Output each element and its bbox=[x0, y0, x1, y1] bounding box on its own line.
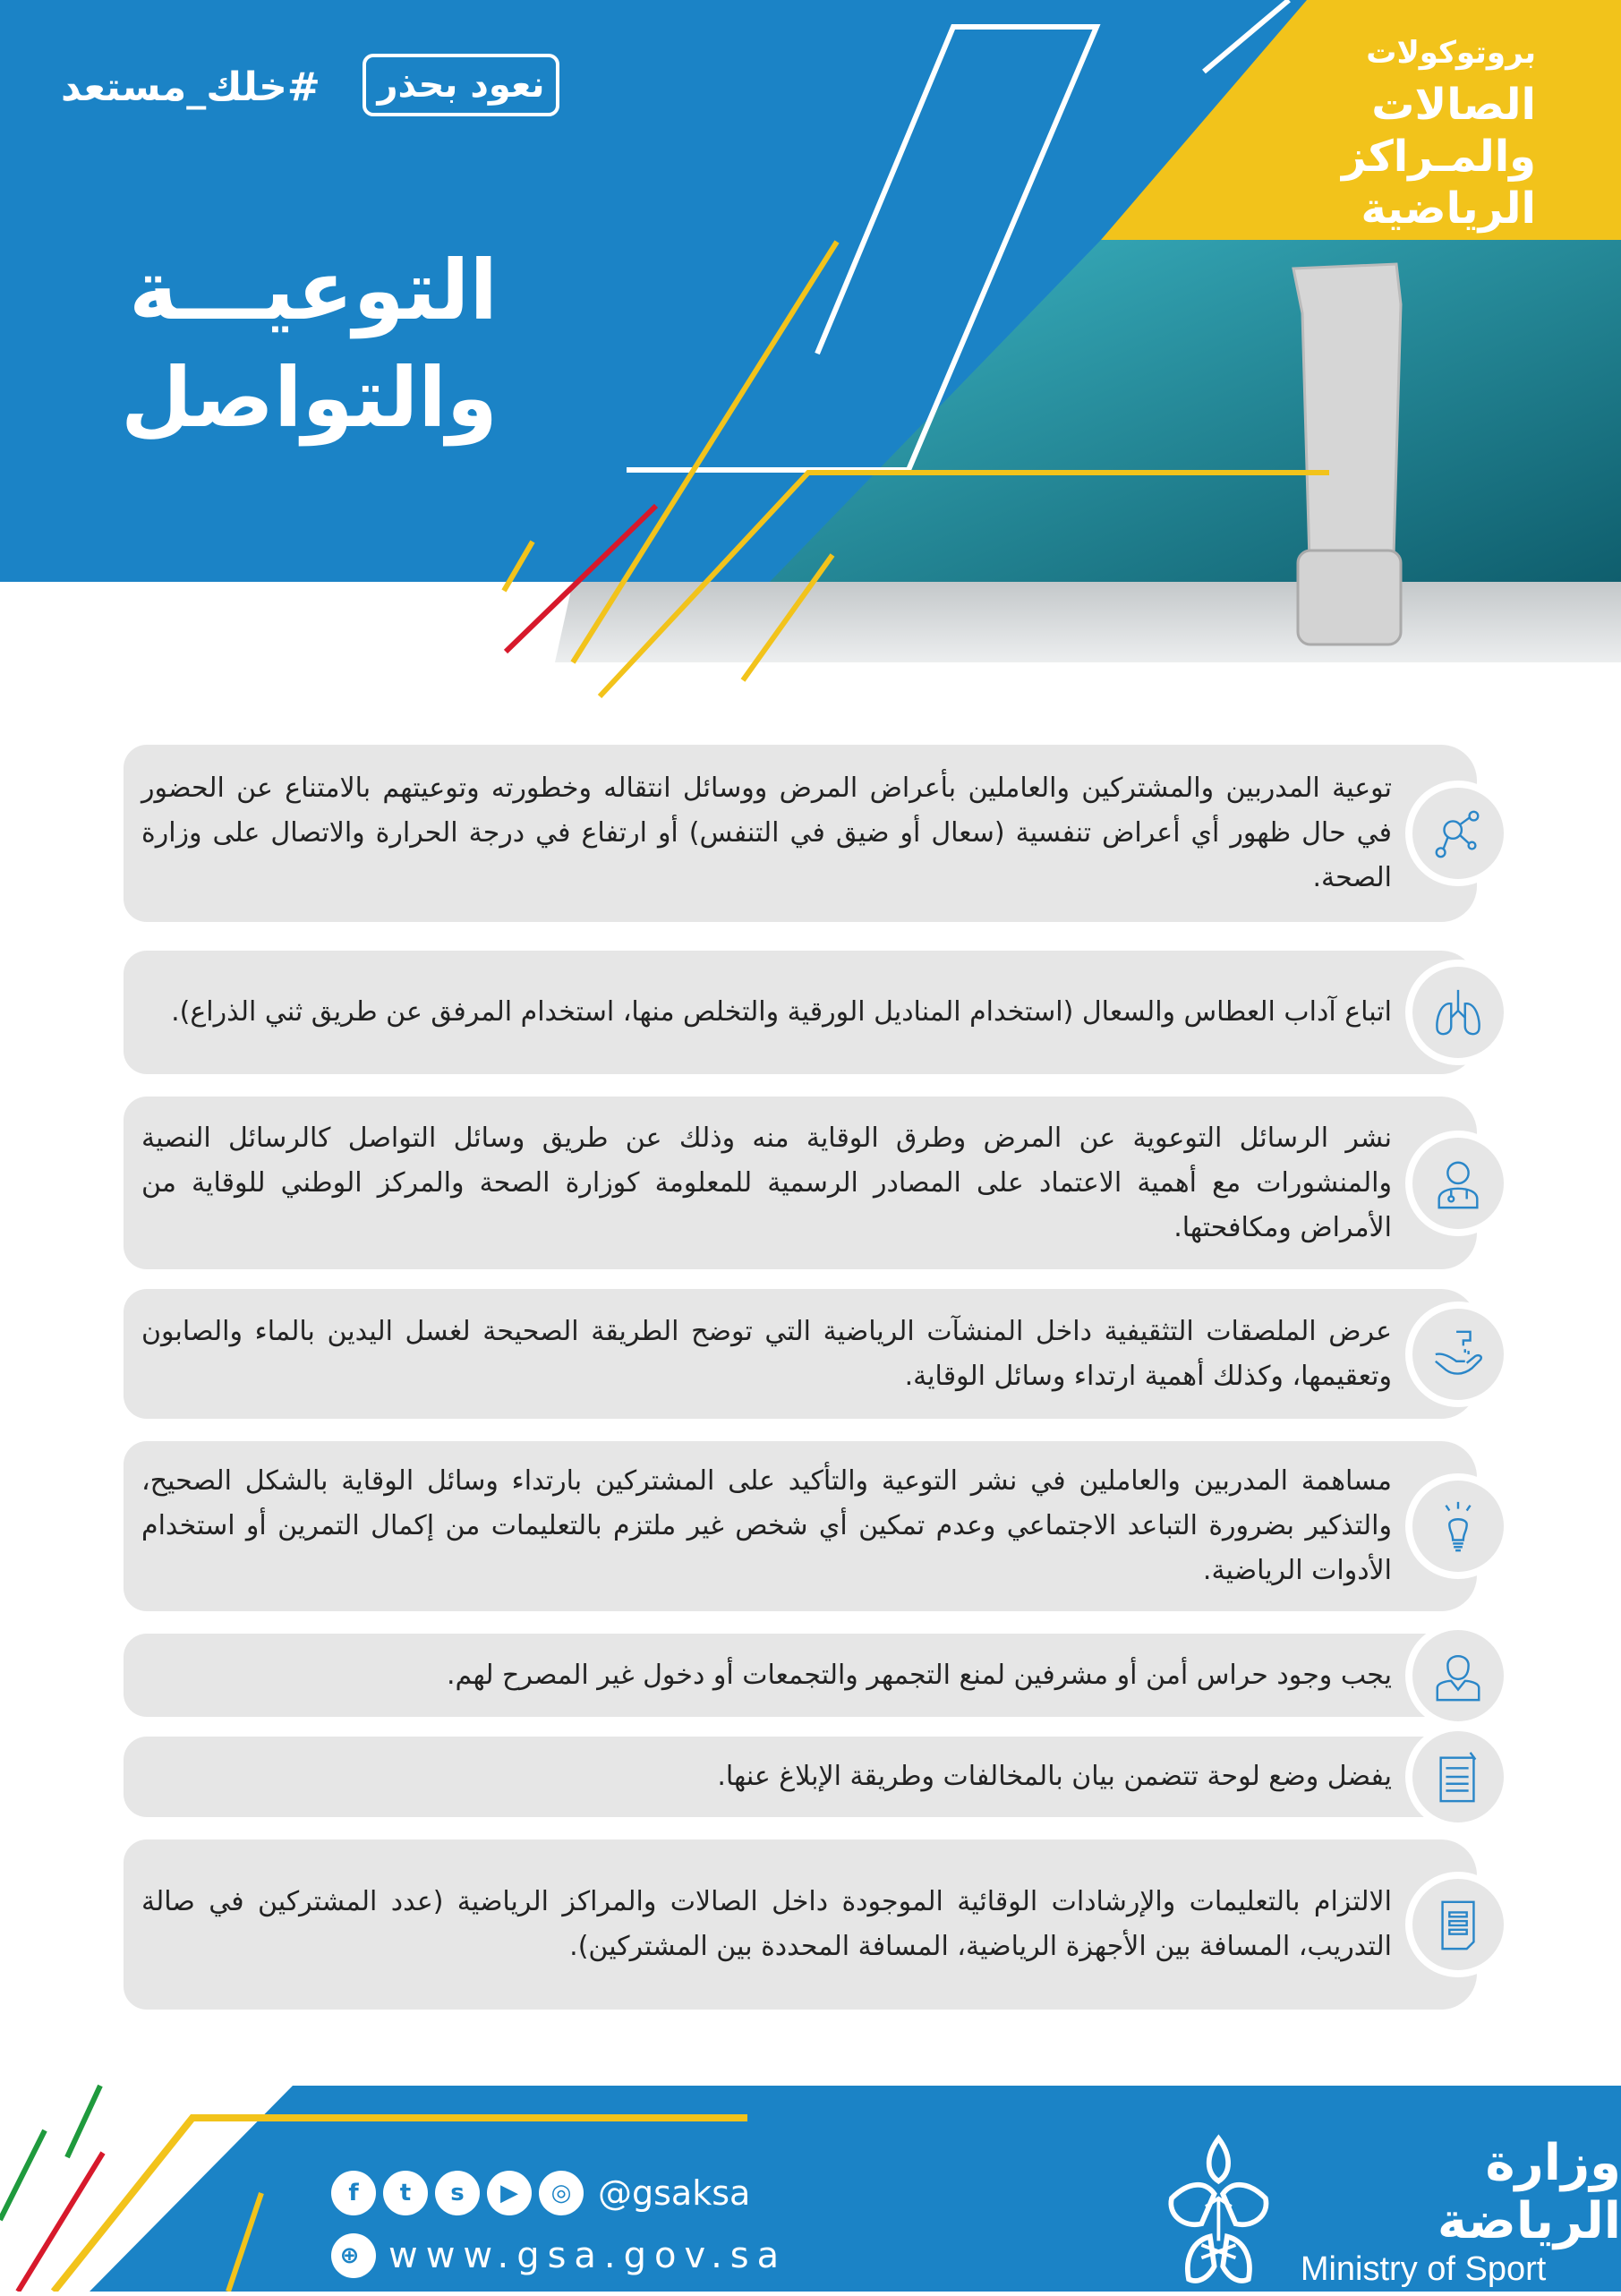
notice-board-icon bbox=[1405, 1724, 1511, 1830]
list-item bbox=[124, 1634, 1477, 1717]
ministry-name-en: Ministry of Sport bbox=[1300, 2249, 1547, 2288]
page-title-line: التوعيـــة bbox=[129, 243, 498, 338]
twitter-icon[interactable]: t bbox=[383, 2171, 428, 2215]
item-text: توعية المدربين والمشتركين والعاملين بأعراض المرض ووسائل انتقاله وخطورته وتوعيتهم بالامتناع عن الحضور في حال ظهور أي أعراض تنفسية (سعال أو ضيق في التنفس) أو ارتفاع في درجة الحرارة والاتصال على وزارة الصحة. bbox=[141, 772, 1392, 893]
social-handle[interactable]: @gsaksa bbox=[598, 2173, 751, 2213]
youtube-icon[interactable]: ▶ bbox=[487, 2171, 532, 2215]
document-icon bbox=[1405, 1872, 1511, 1977]
list-item bbox=[124, 1737, 1477, 1817]
item-text: يجب وجود حراس أمن أو مشرفين لمنع التجمهر والتجمعات أو دخول غير المصرح لهم. bbox=[446, 1659, 1392, 1691]
item-text: اتباع آداب العطاس والسعال (استخدام المناديل الورقية والتخلص منها، استخدام المرفق عن طريق ثني الذراع). bbox=[171, 996, 1392, 1028]
exclamation-mark-image bbox=[1293, 264, 1401, 644]
lungs-icon bbox=[1405, 960, 1511, 1065]
list-item bbox=[124, 1441, 1477, 1611]
ministry-name-ar: وزارة الرياضة bbox=[1437, 2133, 1621, 2250]
instagram-icon[interactable]: ◎ bbox=[539, 2171, 584, 2215]
protocol-title-line: والمـراكز bbox=[1342, 132, 1536, 182]
snapchat-icon[interactable]: s bbox=[435, 2171, 480, 2215]
protocol-title-line: بروتوكولات bbox=[1366, 35, 1536, 71]
protocol-title bbox=[1321, 27, 1536, 235]
item-text: نشر الرسائل التوعوية عن المرض وطرق الوقاية منه وذلك عن طريق وسائل التواصل كالرسائل النصية والمنشورات مع أهمية الاعتماد على المصادر الرسمية للمعلومة كوزارة الصحة والمركز الوطني للوقاية من الأمراض ومكافحتها. bbox=[141, 1122, 1392, 1243]
globe-icon: ⊕ bbox=[331, 2233, 376, 2278]
network-icon bbox=[1405, 781, 1511, 886]
list-item bbox=[124, 1839, 1477, 2010]
list-item bbox=[124, 1097, 1477, 1269]
social-links bbox=[331, 2171, 750, 2215]
ministry-emblem-icon bbox=[1155, 2126, 1283, 2296]
ministry-logo bbox=[1155, 2126, 1621, 2296]
protocol-title-line: الصالات bbox=[1371, 80, 1536, 130]
item-text: الالتزام بالتعليمات والإرشادات الوقائية الموجودة داخل الصالات والمراكز الرياضية (عدد المشتركين في صالة التدريب، المسافة بين الأجهزة الرياضية، المسافة المحددة بين المشتركين). bbox=[141, 1886, 1392, 1962]
campaign-badge: نعود بحذر bbox=[363, 54, 559, 116]
lightbulb-icon bbox=[1405, 1473, 1511, 1579]
guard-icon bbox=[1405, 1623, 1511, 1728]
page-title bbox=[121, 237, 498, 452]
list-item bbox=[124, 1289, 1477, 1419]
list-item bbox=[124, 745, 1477, 922]
item-text: عرض الملصقات التثقيفية داخل المنشآت الرياضية التي توضح الطريقة الصحيحة لغسل اليدين بالماء والصابون وتعقيمها، وكذلك أهمية ارتداء وسائل الوقاية. bbox=[141, 1315, 1392, 1392]
hashtag: #خلك_مستعد bbox=[61, 64, 320, 110]
list-item bbox=[124, 951, 1477, 1074]
website-link[interactable] bbox=[331, 2233, 787, 2278]
item-text: يفضل وضع لوحة تتضمن بيان بالمخالفات وطريقة الإبلاغ عنها. bbox=[717, 1761, 1392, 1792]
doctor-icon bbox=[1405, 1131, 1511, 1236]
page-title-line: والتواصل bbox=[120, 350, 498, 446]
facebook-icon[interactable]: f bbox=[331, 2171, 376, 2215]
protocol-title-line: الرياضية bbox=[1361, 184, 1536, 234]
photo-floor bbox=[555, 582, 1621, 662]
hand-wash-icon bbox=[1405, 1302, 1511, 1407]
item-text: مساهمة المدربين والعاملين في نشر التوعية والتأكيد على المشتركين بارتداء وسائل الوقاية بالشكل الصحيح، والتذكير بضرورة التباعد الاجتماعي وعدم تمكين أي شخص غير ملتزم بالتعليمات من إكمال التمرين أو استخدام الأدوات الرياضية. bbox=[141, 1465, 1392, 1586]
website-url[interactable]: www.gsa.gov.sa bbox=[388, 2235, 788, 2276]
